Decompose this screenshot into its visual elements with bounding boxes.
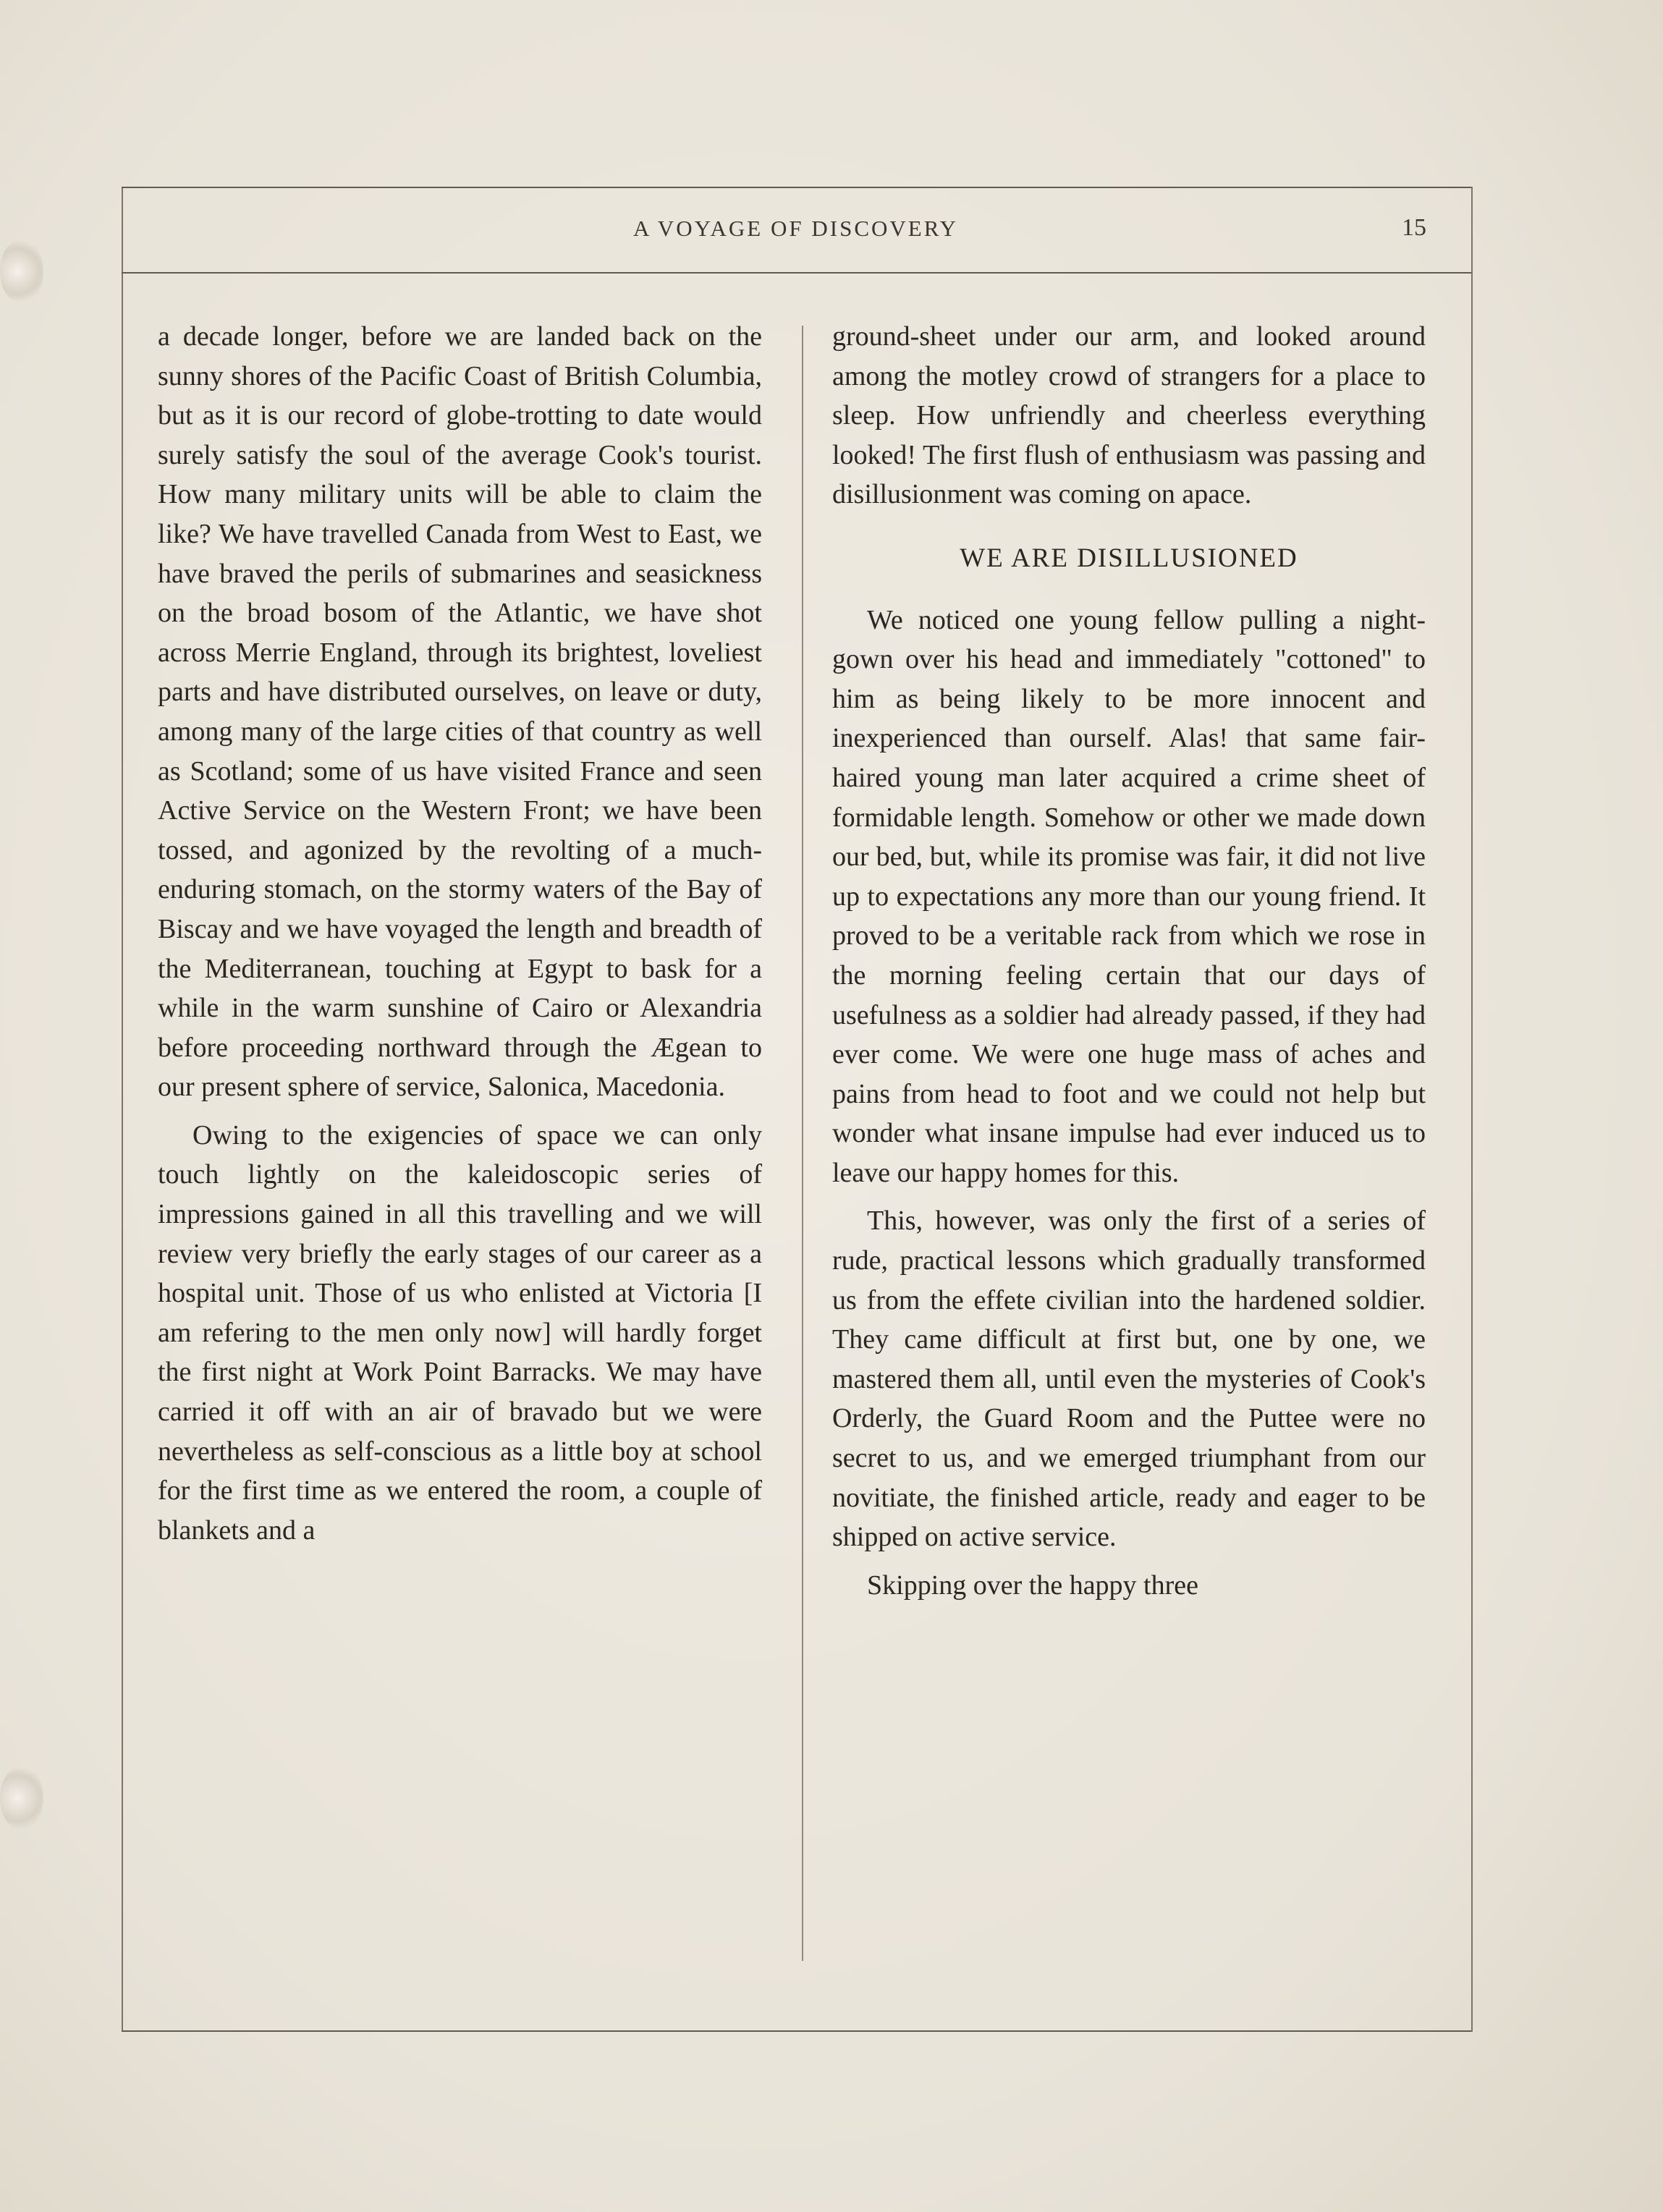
- section-heading: WE ARE DISILLUSIONED: [960, 543, 1298, 573]
- right-intro-paragraph: ground-sheet under our arm, and looked around among the motley crowd of strangers for a place to sleep. How unfriendly and cheerless everything looked! The first flush of enthusiasm was passing and disillusionment was coming on apace.: [832, 321, 1426, 510]
- left-paragraph: a decade longer, before we are landed back on the sunny shores of the Pacific Coast of British Columbia, but as it is our record of globe-trotting to date would surely satisfy the soul of the average Cook's tourist. How many military units will be able to claim the like? We have travelled Canada from West to East, we have braved the perils of submarines and seasickness on the broad bosom of the Atlantic, we have shot across Merrie England, through its brightest, loveliest parts and have distributed ourselves, on leave or duty, among many of the large cities of that country as well as Scotland; some of us have visited France and seen Active Service on the Western Front; we have been tossed, and agonized by the revolting of a much-enduring stomach, on the stormy waters of the Bay of Biscay and we have voyaged the length and breadth of the Mediterranean, touching at Egypt to bask for a while in the warm sunshine of Cairo or Alexandria before proceeding northward through the Ægean to our present sphere of service, Salonica, Macedonia.: [158, 321, 762, 1103]
- binding-hole-mark: [0, 1766, 43, 1831]
- left-column: [158, 317, 762, 1550]
- page-number: 15: [1402, 214, 1426, 241]
- bottom-rule: [122, 2030, 1471, 2032]
- right-paragraph: Skipping over the happy three: [867, 1569, 1199, 1601]
- column-divider: [802, 326, 803, 1961]
- page-header: [122, 187, 1470, 274]
- right-paragraph: This, however, was only the first of a series of rude, practical lessons which gradually transformed us from the effete civilian into the hardened soldier. They came difficult at first but, one by one, we mastered them all, until even the mysteries of Cook's Orderly, the Guard Room and the Puttee were no secret to us, and we emerged triumphant from our novitiate, the finished article, ready and eager to be shipped on active service.: [832, 1205, 1426, 1553]
- right-paragraph: We noticed one young fellow pulling a night-gown over his head and immediately "cottoned" to him as being likely to be more innocent and inexperienced than ourself. Alas! that same fair-haired young man later acquired a crime sheet of formidable length. Somehow or other we made down our bed, but, while its promise was fair, it did not live up to expectations any more than our young friend. It proved to be a veritable rack from which we rose in the morning feeling certain that our days of usefulness as a soldier had already passed, if they had ever come. We were one huge mass of aches and pains from head to foot and we could not help but wonder what insane impulse had ever induced us to leave our happy homes for this.: [832, 604, 1426, 1188]
- binding-hole-mark: [0, 239, 43, 304]
- right-column: [832, 317, 1426, 1605]
- left-paragraph: Owing to the exigencies of space we can only touch lightly on the kaleidoscopic series of impressions gained in all this travelling and we will review very briefly the early stages of our career as a hospital unit. Those of us who enlisted at Victoria [I am refering to the men only now] will hardly forget the first night at Work Point Barracks. We may have carried it off with an air of bravado but we were nevertheless as self-conscious as a little boy at school for the first time as we entered the room, a couple of blankets and a: [158, 1119, 762, 1546]
- running-title: A VOYAGE OF DISCOVERY: [632, 216, 959, 241]
